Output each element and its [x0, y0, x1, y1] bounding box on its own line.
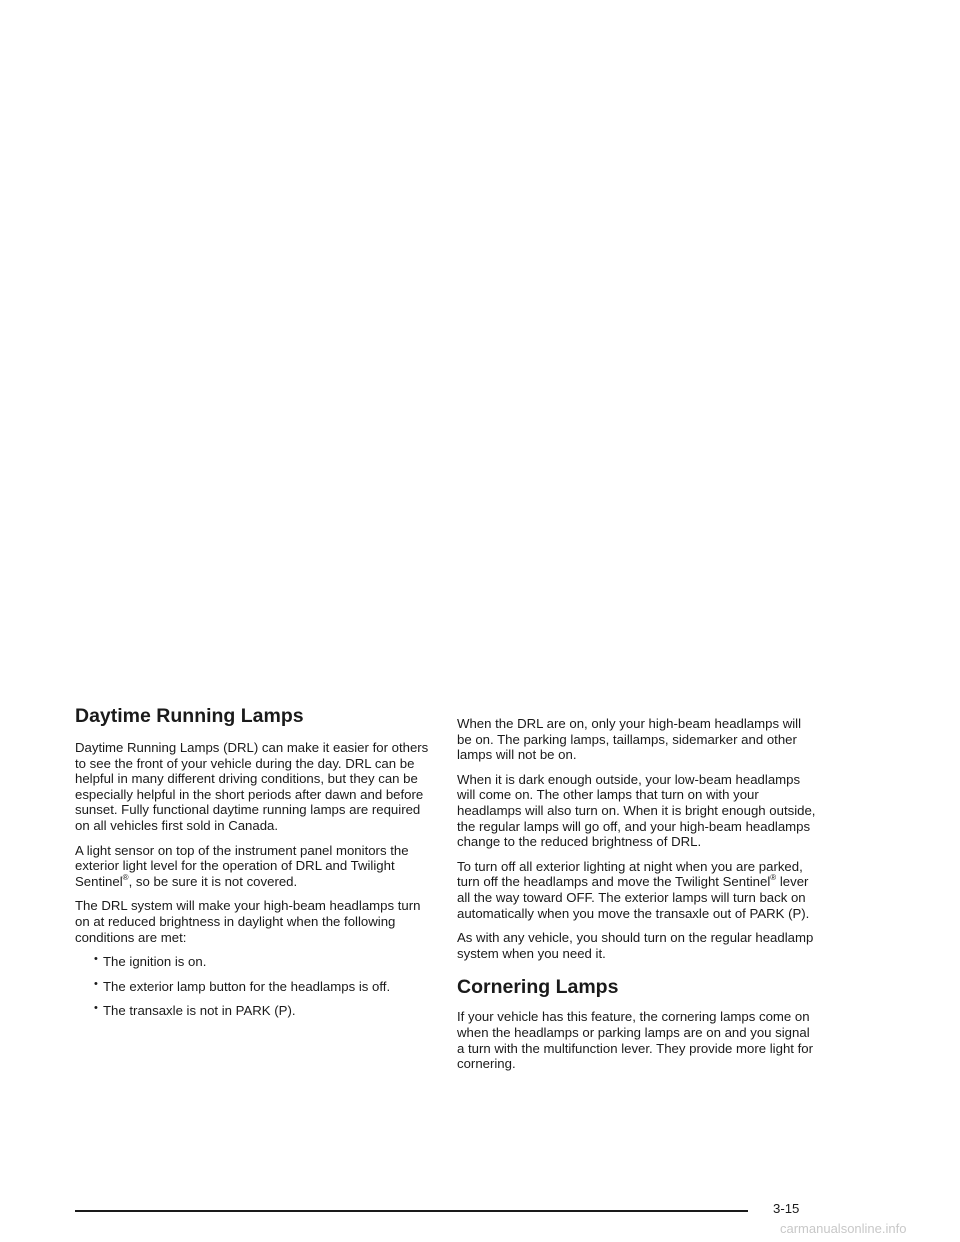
- right-column: [457, 716, 819, 1081]
- turn-off-lighting-paragraph: [457, 859, 819, 921]
- left-column: [75, 705, 437, 1028]
- daytime-running-lamps-heading: Daytime Running Lamps: [75, 705, 304, 727]
- cornering-lamps-paragraph: If your vehicle has this feature, the cornering lamps come on when the headlamps or parking lamps are on and you signal a turn with the multifunction lever. They provide more light for cornering.: [457, 1009, 813, 1072]
- footer-rule: [75, 1210, 748, 1212]
- page-number: 3-15: [773, 1201, 800, 1216]
- bullet-icon: •: [94, 953, 98, 966]
- light-sensor-text: A light sensor on top of the instrument panel monitors the exterior light level for the operation of DRL and Twilight Sentinel: [75, 842, 409, 889]
- turn-off-text-end: lever all the way toward OFF. The exterior lamps will turn back on automatically when you move the transaxle out of PARK (P).: [457, 874, 810, 921]
- registered-mark: ®: [122, 872, 129, 882]
- list-item: [94, 977, 437, 995]
- registered-mark: ®: [770, 873, 777, 883]
- drl-on-paragraph: When the DRL are on, only your high-beam headlamps will be on. The parking lamps, taillamps, sidemarker and other lamps will not be on.: [457, 716, 802, 763]
- list-item-text: The transaxle is not in PARK (P).: [103, 1003, 296, 1019]
- light-sensor-text-end: , so be sure it is not covered.: [128, 873, 298, 889]
- turn-off-text: To turn off all exterior lighting at night when you are parked, turn off the headlamps and move the Twilight Sentinel: [457, 858, 803, 890]
- drl-intro-paragraph: Daytime Running Lamps (DRL) can make it easier for others to see the front of your vehicle during the day. DRL can be helpful in many different driving conditions, but they can be especially helpful in the short periods after dawn and before sunset. Fully functional daytime running lamps are required on all vehicles first sold in Canada.: [75, 740, 429, 833]
- list-item-text: The ignition is on.: [103, 954, 207, 970]
- bullet-icon: •: [94, 977, 98, 990]
- watermark: carmanualsonline.info: [780, 1221, 907, 1236]
- bullet-icon: •: [94, 1002, 98, 1015]
- list-item-text: The exterior lamp button for the headlamps is off.: [103, 978, 391, 994]
- conditions-list: [75, 954, 437, 1019]
- dark-outside-paragraph: When it is dark enough outside, your low-beam headlamps will come on. The other lamps that turn on with your headlamps will also turn on. When it is bright enough outside, the regular lamps will go off, and your high-beam headlamps change to the reduced brightness of DRL.: [457, 771, 816, 850]
- list-item: [94, 1002, 437, 1019]
- regular-headlamp-paragraph: As with any vehicle, you should turn on the regular headlamp system when you need it.: [457, 930, 814, 961]
- list-item: [94, 953, 437, 970]
- cornering-lamps-heading: Cornering Lamps: [457, 976, 619, 999]
- drl-conditions-paragraph: The DRL system will make your high-beam headlamps turn on at reduced brightness in daylight when the following conditions are met:: [75, 898, 421, 945]
- light-sensor-paragraph: [75, 843, 437, 890]
